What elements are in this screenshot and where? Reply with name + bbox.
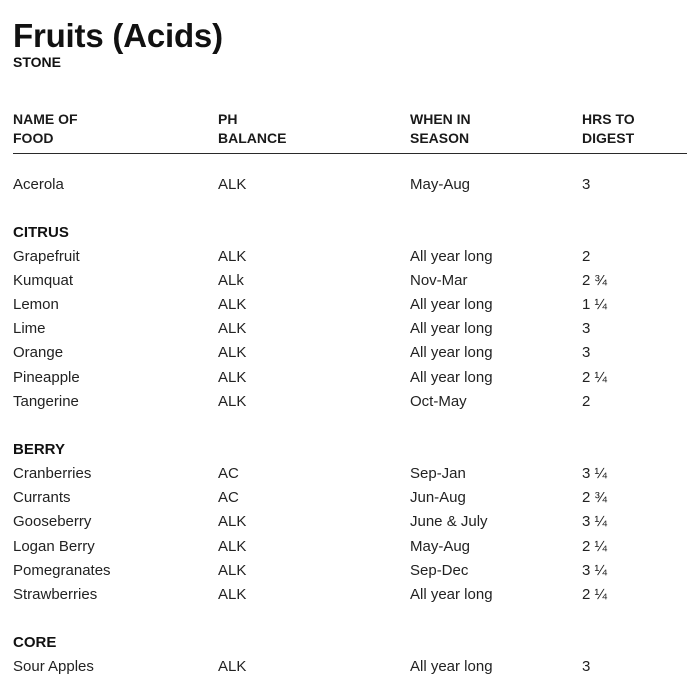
section-label: BERRY [13,441,65,458]
cell-season: Sep-Jan [410,465,466,482]
section-heading [0,631,700,655]
column-header-ph: PH BALANCE [218,111,287,146]
cell-name: Gooseberry [13,513,92,530]
cell-name: Strawberries [13,586,98,603]
page-subtitle: STONE [13,54,61,70]
table-row [0,269,700,293]
cell-ph: ALK [218,393,247,410]
header-divider [13,153,687,154]
section-heading [0,221,700,245]
section-heading [0,438,700,462]
section-label: CITRUS [13,224,69,241]
cell-season: May-Aug [410,176,471,193]
cell-ph: ALK [218,176,247,193]
section-label: CORE [13,634,57,651]
table-row [0,366,700,390]
cell-name: Currants [13,489,71,506]
cell-name: Pineapple [13,369,80,386]
cell-season: Jun-Aug [410,489,466,506]
cell-name: Pomegranates [13,562,111,579]
table-row [0,462,700,486]
cell-hours: 2 ¼ [582,538,608,555]
cell-season: All year long [410,369,493,386]
page-title: Fruits (Acids) [13,17,223,54]
column-header-hours: HRS TO DIGEST [582,111,635,146]
cell-hours: 2 [582,393,591,410]
cell-name: Acerola [13,176,64,193]
cell-ph: AC [218,489,239,506]
table-row [0,559,700,583]
table-row [0,341,700,365]
cell-ph: ALK [218,369,247,386]
cell-ph: ALK [218,320,247,337]
cell-season: Nov-Mar [410,272,468,289]
table-row [0,390,700,414]
cell-season: All year long [410,296,493,313]
cell-name: Kumquat [13,272,74,289]
cell-name: Grapefruit [13,248,80,265]
cell-season: Oct-May [410,393,467,410]
cell-season: All year long [410,344,493,361]
cell-name: Logan Berry [13,538,95,555]
cell-hours: 2 ¾ [582,272,608,289]
cell-ph: ALK [218,658,247,675]
cell-hours: 3 [582,176,591,193]
cell-ph: ALK [218,296,247,313]
table-row [0,245,700,269]
cell-hours: 3 ¼ [582,513,608,530]
cell-hours: 1 ¼ [582,296,608,313]
cell-hours: 3 [582,320,591,337]
cell-hours: 2 ¼ [582,586,608,603]
cell-hours: 2 [582,248,591,265]
table-row [0,173,700,197]
cell-season: June & July [410,513,488,530]
cell-ph: ALK [218,344,247,361]
table-row [0,293,700,317]
table-row [0,583,700,607]
table-row [0,535,700,559]
cell-name: Tangerine [13,393,79,410]
cell-name: Lime [13,320,46,337]
cell-ph: AC [218,465,239,482]
cell-hours: 2 ¾ [582,489,608,506]
cell-ph: ALK [218,562,247,579]
cell-name: Orange [13,344,64,361]
column-header-season: WHEN IN SEASON [410,111,471,146]
cell-name: Sour Apples [13,658,94,675]
cell-hours: 3 ¼ [582,465,608,482]
cell-ph: ALK [218,513,247,530]
cell-hours: 3 ¼ [582,562,608,579]
cell-season: May-Aug [410,538,471,555]
cell-hours: 3 [582,344,591,361]
cell-ph: ALK [218,538,247,555]
cell-season: All year long [410,320,493,337]
cell-hours: 3 [582,658,591,675]
table-row [0,655,700,679]
column-header-name: NAME OF FOOD [13,111,78,146]
cell-season: All year long [410,658,493,675]
table-row [0,486,700,510]
table-row [0,317,700,341]
cell-hours: 2 ¼ [582,369,608,386]
cell-ph: ALK [218,586,247,603]
cell-season: Sep-Dec [410,562,469,579]
cell-name: Lemon [13,296,59,313]
cell-season: All year long [410,248,493,265]
cell-ph: ALK [218,248,247,265]
cell-ph: ALk [218,272,244,289]
table-row [0,510,700,534]
cell-season: All year long [410,586,493,603]
cell-name: Cranberries [13,465,92,482]
